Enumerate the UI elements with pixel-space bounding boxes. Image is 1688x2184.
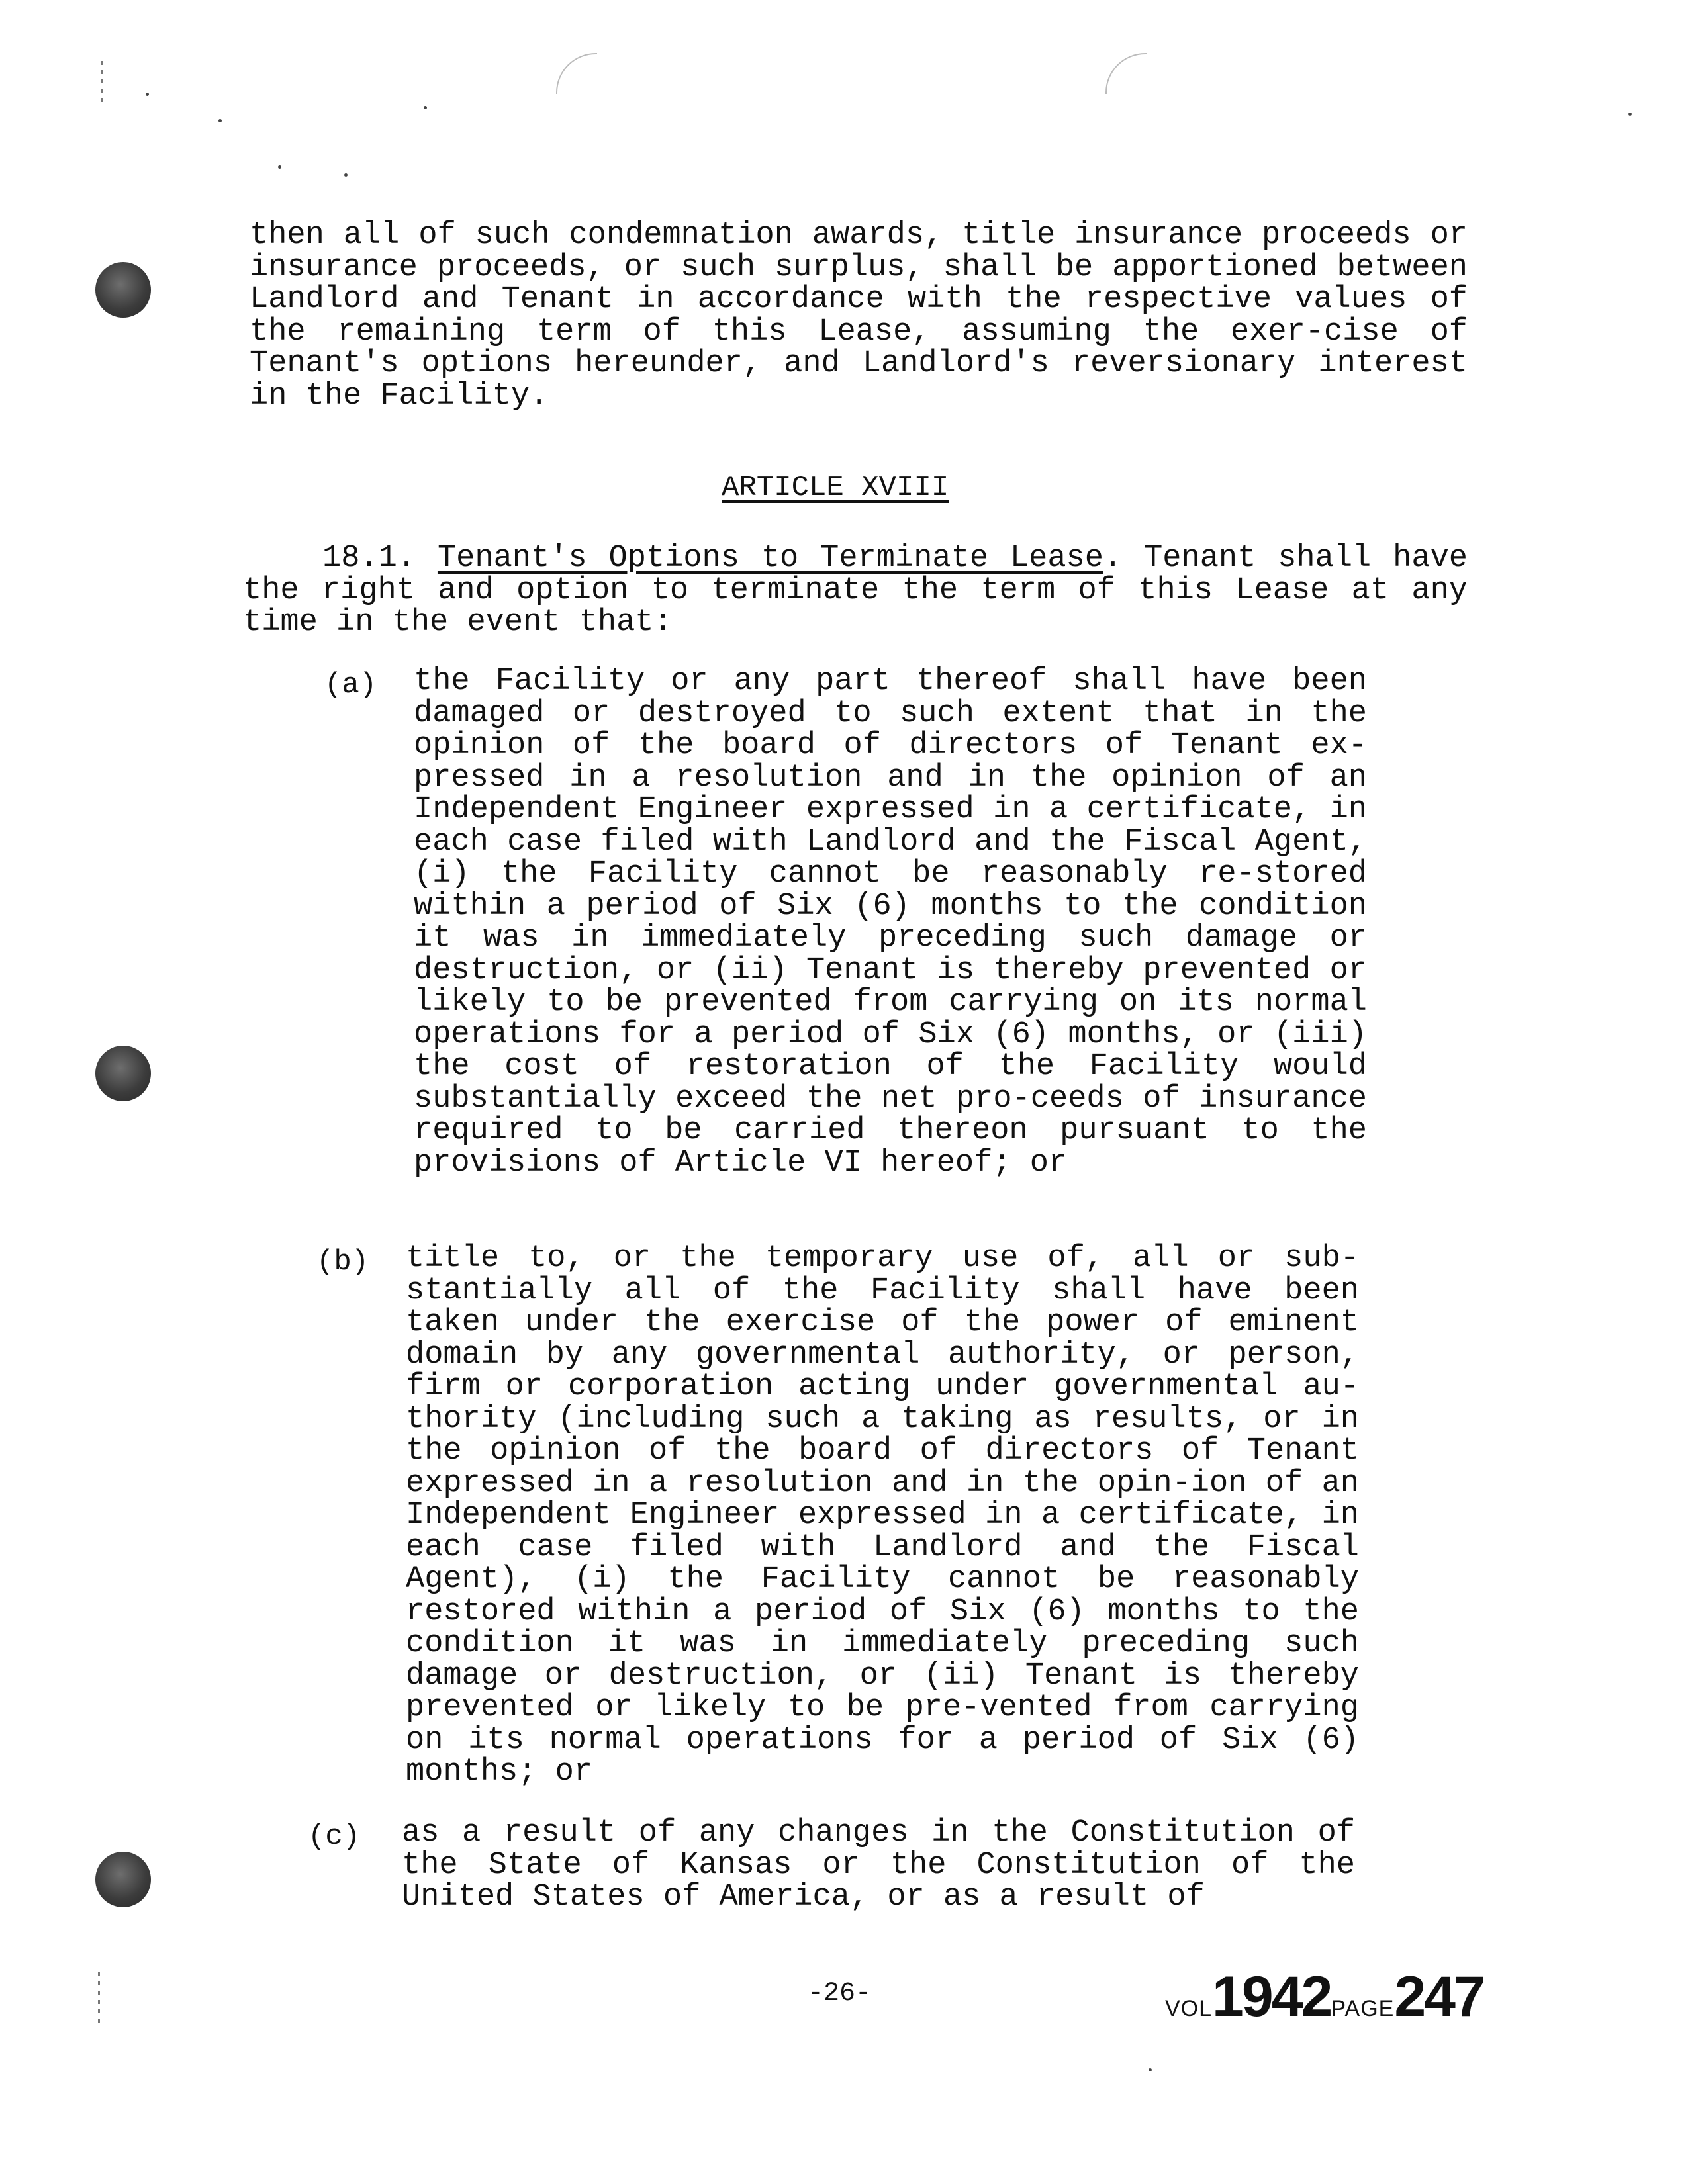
- section-text: . Tenant shall have the right and option to terminate the term of this Lease at any time in the event that:: [243, 541, 1468, 640]
- item-label-c: (c): [308, 1820, 361, 1853]
- page-value: 247: [1394, 1965, 1483, 2028]
- scan-mark: [101, 61, 103, 107]
- page-label: PAGE: [1331, 1996, 1395, 2021]
- item-text-a: the Facility or any part thereof shall have been damaged or destroyed to such extent that in the opinion of the board of directors of Tenant ex-pressed in a resolution and in the opinion of an Independent Engineer expressed in a certificate, in each case filed with Landlord and the Fiscal Agent, (i) the Facility cannot be reasonably re-stored within a period of Six (6) months to the condition it was in immediately preceding such damage or destruction, or (ii) Tenant is thereby prevented or likely to be prevented from carrying on its normal operations for a period of Six (6) months, or (iii) the cost of restoration of the Facility would substantially exceed the net pro-ceeds of insurance required to be carried thereon pursuant to the provisions of Article VI hereof; or: [414, 664, 1367, 1181]
- intro-paragraph: then all of such condemnation awards, title insurance proceeds or insurance proceeds, or such surplus, shall be apportioned between Landlord and Tenant in accordance with the respective values of the remaining term of this Lease, assuming the exer-cise of Tenant's options hereunder, and Landlord's reversionary interest in the Facility.: [250, 218, 1468, 414]
- page-number: -26-: [808, 1979, 872, 2009]
- scan-arc: [556, 53, 597, 94]
- scan-speck: [278, 165, 281, 169]
- scan-arc: [1105, 53, 1147, 94]
- scan-speck: [218, 119, 222, 122]
- punch-hole: [95, 1046, 151, 1101]
- scan-mark: [98, 1972, 100, 2025]
- section-title: Tenant's Options to Terminate Lease: [437, 541, 1103, 576]
- scan-speck: [424, 106, 427, 109]
- section-number: 18.1.: [322, 541, 416, 576]
- section-18-1: [243, 543, 1468, 639]
- item-text-b: title to, or the temporary use of, all or sub-stantially all of the Facility shall have been taken under the exercise of the power of eminent domain by any governmental authority, or person, firm or corporation acting under governmental au-thority (including such a taking as results, or in the opinion of the board of directors of Tenant expressed in a resolution and in the opin-ion of an Independent Engineer expressed in a certificate, in each case filed with Landlord and the Fiscal Agent), (i) the Facility cannot be reasonably restored within a period of Six (6) months to the condition it was in immediately preceding such damage or destruction, or (ii) Tenant is thereby prevented or likely to be pre-vented from carrying on its normal operations for a period of Six (6) months; or: [406, 1241, 1359, 1790]
- item-text-c: as a result of any changes in the Constitution of the State of Kansas or the Constitution of the United States of America, or as a result of: [402, 1815, 1355, 1915]
- item-label-a: (a): [324, 668, 377, 702]
- article-heading: ARTICLE XVIII: [722, 471, 949, 504]
- punch-hole: [95, 262, 151, 318]
- vol-label: VOL: [1165, 1996, 1213, 2021]
- scan-speck: [146, 93, 149, 96]
- punch-hole: [95, 1852, 151, 1907]
- volume-page-stamp: [1165, 1964, 1483, 2030]
- item-label-b: (b): [316, 1246, 369, 1279]
- scan-speck: [1628, 113, 1632, 116]
- scan-speck: [344, 173, 348, 177]
- vol-number: 1942: [1212, 1965, 1331, 2028]
- scan-speck: [1149, 2068, 1152, 2071]
